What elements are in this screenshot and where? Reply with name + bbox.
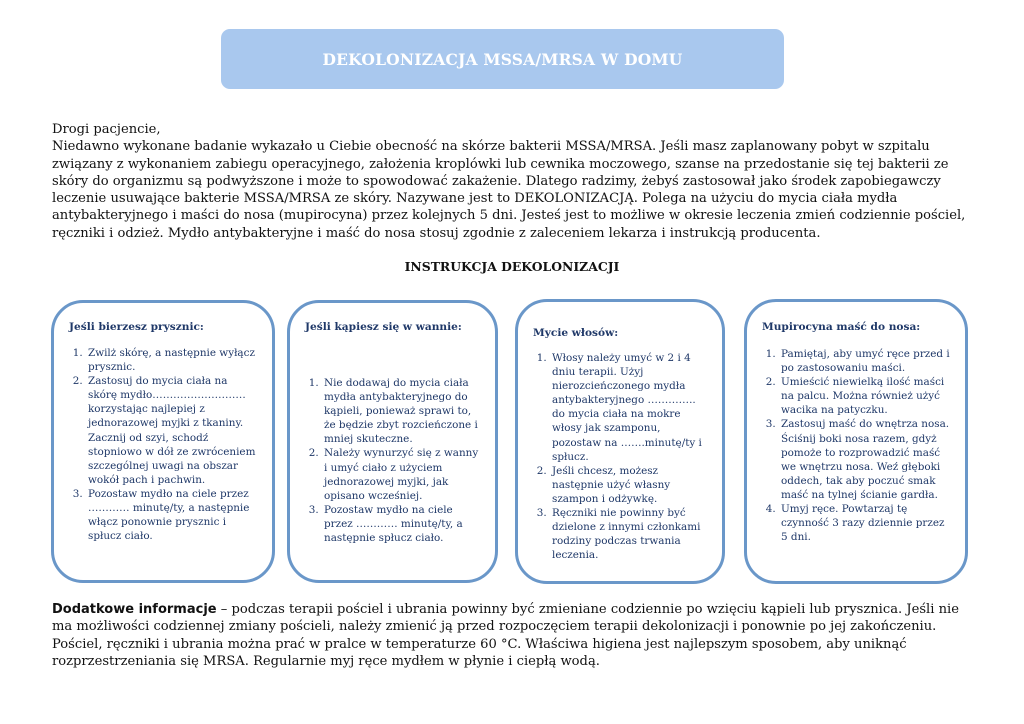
page-title: DEKOLONIZACJA MSSA/MRSA W DOMU <box>322 49 683 69</box>
list-item: 1. Zwilż skórę, a następnie wyłącz prysznic. <box>86 346 258 374</box>
list-item: 2. Jeśli chcesz, możesz następnie użyć własny szampon i odżywkę. <box>550 464 708 506</box>
list-item: 3. Pozostaw mydło na ciele przez ………… minutę/ty, a następnie spłucz ciało. <box>322 503 481 545</box>
list-item: 1. Pamiętaj, aby umyć ręce przed i po zastosowaniu maści. <box>779 347 951 375</box>
additional-info-lead: Dodatkowe informacje <box>52 602 217 617</box>
shower-instructions-box <box>51 300 275 583</box>
additional-info <box>52 601 977 670</box>
instruction-list <box>305 376 481 545</box>
list-item: 3. Ręczniki nie powinny być dzielone z innymi członkami rodziny podczas trwania leczenia. <box>550 506 708 562</box>
list-item: 2. Umieścić niewielką ilość maści na palcu. Można również użyć wacika na patyczku. <box>779 375 951 417</box>
box-title: Mupirocyna maść do nosa: <box>762 321 921 333</box>
box-title: Mycie włosów: <box>533 327 619 339</box>
instruction-list <box>69 346 258 543</box>
greeting: Drogi pacjencie, <box>52 122 161 137</box>
nasal-ointment-box <box>744 299 968 584</box>
list-item: 3. Pozostaw mydło na ciele przez ………… minutę/ty, a następnie włącz ponownie prysznic i spłucz ciało. <box>86 487 258 543</box>
title-banner <box>221 29 784 89</box>
list-item: 2. Zastosuj do mycia ciała na skórę mydło……………………… korzystając najlepiej z jednorazowej myjki z tkaniny. Zacznij od szyi, schodź stopniowo w dół ze zwróceniem szczególnej uwagi na obszar wokół pach i pachwin. <box>86 374 258 487</box>
list-item: 4. Umyj ręce. Powtarzaj tę czynność 3 razy dziennie przez 5 dni. <box>779 502 951 544</box>
intro-text <box>52 121 977 242</box>
list-item: 1. Nie dodawaj do mycia ciała mydła antybakteryjnego do kąpieli, ponieważ sprawi to, że będzie zbyt rozcieńczone i mniej skuteczne. <box>322 376 481 446</box>
section-title: INSTRUKCJA DEKOLONIZACJI <box>404 259 620 274</box>
intro-body: Niedawno wykonane badanie wykazało u Ciebie obecność na skórze bakterii MSSA/MRSA. Jeśli masz zaplanowany pobyt w szpitalu związany z wykonaniem zabiegu operacyjnego, założenia kroplówki lub cewnika moczowego, szanse na przedostanie się tej bakterii ze skóry do organizmu są podwyższone i może to spowodować zakażenie. Dlatego radzimy, żebyś zastosował jako środek zapobiegawczy leczenie usuwające bakterie MSSA/MRSA ze skóry. Nazywane jest to DEKOLONIZACJĄ. Polega na użyciu do mycia ciała mydła antybakteryjnego i maści do nosa (mupirocyna) przez kolejnych 5 dni. Jesteś jest to możliwe w okresie leczenia zmień codziennie pościel, ręczniki i odzież. Mydło antybakteryjne i maść do nosa stosuj zgodnie z zaleceniem lekarza i instrukcją producenta. <box>52 139 966 241</box>
bath-instructions-box <box>287 300 498 583</box>
list-item: 1. Włosy należy umyć w 2 i 4 dniu terapii. Użyj nierozcieńczonego mydła antybakteryjnego ………….. do mycia ciała na mokre włosy jak szamponu, pozostaw na …….minutę/ty i spłucz. <box>550 351 708 464</box>
instruction-list <box>533 351 708 562</box>
box-title: Jeśli bierzesz prysznic: <box>69 321 204 333</box>
additional-info-text: – podczas terapii pościel i ubrania powinny być zmieniane codziennie po wzięciu kąpieli lub prysznica. Jeśli nie ma możliwości codziennej zmiany pościeli, należy zmienić ją przed rozpoczęciem terapii dekolonizacji i ponownie po jej zakończeniu. Pościel, ręczniki i ubrania można prać w pralce w temperaturze 60 °C. Właściwa higiena jest najlepszym sposobem, aby uniknąć rozprzestrzeniania się MRSA. Regularnie myj ręce mydłem w płynie i ciepłą wodą. <box>52 602 959 669</box>
box-title: Jeśli kąpiesz się w wannie: <box>305 321 462 333</box>
hair-washing-box <box>515 299 725 584</box>
list-item: 2. Należy wynurzyć się z wanny i umyć ciało z użyciem jednorazowej myjki, jak opisano wcześniej. <box>322 446 481 502</box>
instruction-list <box>762 347 951 544</box>
list-item: 3. Zastosuj maść do wnętrza nosa. Ściśnij boki nosa razem, gdyż pomoże to rozprowadzić maść we wnętrzu nosa. Weź głęboki oddech, tak aby poczuć smak maść na tylnej ścianie gardła. <box>779 417 951 502</box>
